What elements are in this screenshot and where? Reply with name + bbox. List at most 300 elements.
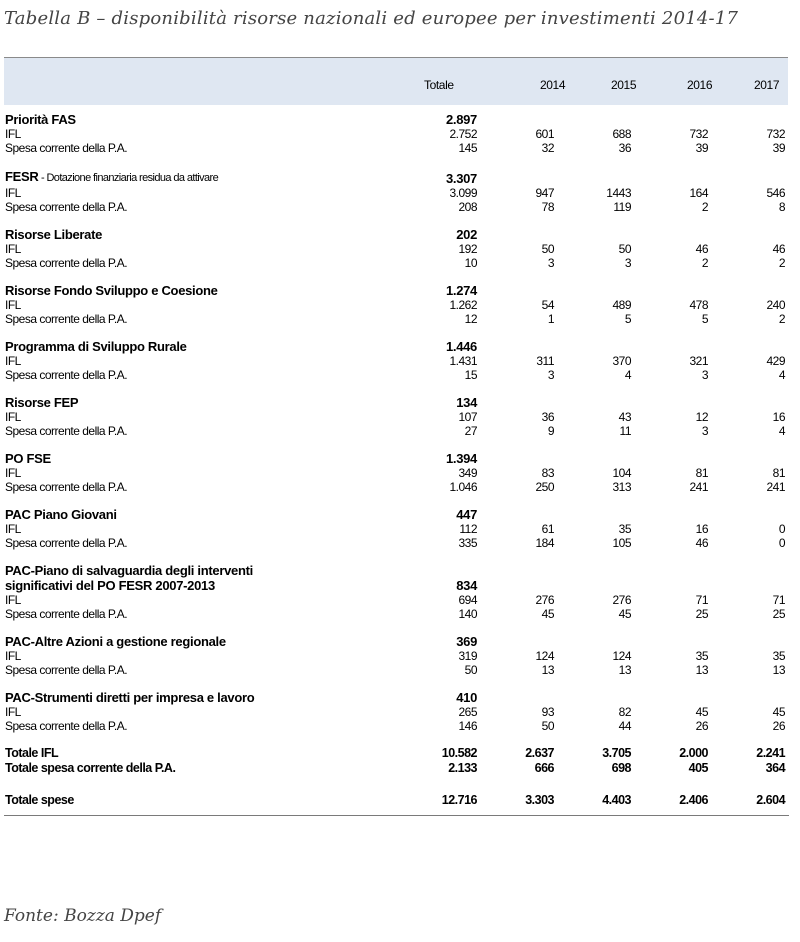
row-total: 12 <box>464 312 477 326</box>
empty-cell <box>481 395 558 410</box>
row-value-2014: 184 <box>535 536 554 550</box>
empty-cell <box>712 507 789 522</box>
table-row <box>4 593 789 607</box>
row-total: 2.752 <box>449 127 477 141</box>
row-value-2014: 50 <box>541 719 554 733</box>
table-row <box>4 354 789 368</box>
empty-cell <box>635 507 712 522</box>
empty-cell <box>635 339 712 354</box>
row-value-2014: 78 <box>541 200 554 214</box>
empty-cell <box>481 578 558 593</box>
table-row <box>4 298 789 312</box>
empty-cell <box>712 169 789 186</box>
row-value-2015: 35 <box>618 522 631 536</box>
header-total: Totale <box>424 78 454 92</box>
empty-cell <box>558 112 635 127</box>
row-value-2017: 0 <box>778 522 786 536</box>
section-title-text: Programma di Sviluppo Rurale <box>5 339 187 354</box>
row-value-2017: 16 <box>772 410 786 424</box>
row-spacer <box>4 105 789 112</box>
section-title-text: PO FSE <box>5 451 51 466</box>
empty-cell <box>558 507 635 522</box>
table-row <box>4 719 789 733</box>
section-header-row <box>4 690 789 705</box>
section-header-row <box>4 451 789 466</box>
section-title <box>4 451 409 466</box>
section-total: 369 <box>456 634 477 649</box>
row-value-2015: 45 <box>618 607 631 621</box>
row-value-2016: 13 <box>695 663 708 677</box>
empty-cell <box>635 578 712 593</box>
row-value-2015: 313 <box>612 480 631 494</box>
section-header-row <box>4 112 789 127</box>
row-value-2015: 43 <box>618 410 631 424</box>
table-row <box>4 424 789 438</box>
section-title <box>4 507 409 522</box>
row-value-2016: 25 <box>695 607 708 621</box>
empty-cell <box>635 227 712 242</box>
empty-cell <box>481 451 558 466</box>
row-label: Spesa corrente della P.A. <box>5 312 128 326</box>
row-value-2017: 81 <box>772 466 786 480</box>
row-value-2017: 241 <box>766 480 786 494</box>
empty-cell <box>635 283 712 298</box>
empty-cell <box>481 227 558 242</box>
row-value-2014: 250 <box>535 480 554 494</box>
row-value-2017: 13 <box>772 663 786 677</box>
row-value-2017: 4 <box>778 368 786 382</box>
empty-cell <box>481 634 558 649</box>
row-spacer <box>4 270 789 283</box>
section-title-text: Risorse Liberate <box>5 227 103 242</box>
row-label: IFL <box>5 127 21 141</box>
section-total: 410 <box>456 690 477 705</box>
row-value-2017: 45 <box>772 705 786 719</box>
row-label: Spesa corrente della P.A. <box>5 480 128 494</box>
row-value-2014: 36 <box>541 410 554 424</box>
row-value-2014: 93 <box>541 705 554 719</box>
empty-cell <box>481 112 558 127</box>
row-value-2015: 13 <box>618 663 631 677</box>
section-title <box>4 169 409 186</box>
row-label: IFL <box>5 705 21 719</box>
row-value-2016: 2 <box>701 200 708 214</box>
row-total: 107 <box>458 410 477 424</box>
row-label: IFL <box>5 186 21 200</box>
spacer-cell <box>4 155 789 169</box>
section-title <box>4 690 409 705</box>
spacer-cell <box>4 733 789 746</box>
section-total: 1.394 <box>445 451 477 466</box>
table-row <box>4 256 789 270</box>
totals-value-2016: 2.000 <box>679 746 708 760</box>
row-value-2017: 4 <box>778 424 786 438</box>
section-header-row <box>4 169 789 186</box>
totals-total: 2.133 <box>448 761 477 775</box>
spacer-cell <box>4 550 789 563</box>
empty-cell <box>558 634 635 649</box>
header-year-2017: 2017 <box>754 78 780 92</box>
empty-cell <box>635 634 712 649</box>
header-year-2016: 2016 <box>687 78 713 92</box>
grand-total-total: 12.716 <box>409 793 481 816</box>
totals-value-2017: 2.241 <box>756 746 786 760</box>
row-value-2016: 81 <box>695 466 708 480</box>
row-value-2014: 124 <box>535 649 554 663</box>
section-title <box>4 563 409 578</box>
section-header-row <box>4 634 789 649</box>
empty-cell <box>558 169 635 186</box>
empty-cell <box>712 634 789 649</box>
row-value-2014: 276 <box>535 593 554 607</box>
table-row <box>4 663 789 677</box>
section-title-text: Risorse FEP <box>5 395 79 410</box>
row-value-2016: 3 <box>701 424 708 438</box>
table-row <box>4 466 789 480</box>
row-value-2015: 1443 <box>606 186 631 200</box>
grand-total-value-2017: 2.604 <box>712 793 789 816</box>
row-spacer <box>4 382 789 395</box>
totals-value-2015: 698 <box>611 761 631 775</box>
row-value-2017: 732 <box>766 127 786 141</box>
empty-cell <box>558 690 635 705</box>
section-title-text: Risorse Fondo Sviluppo e Coesione <box>5 283 218 298</box>
row-spacer <box>4 438 789 451</box>
row-value-2015: 688 <box>612 127 631 141</box>
empty-cell <box>712 112 789 127</box>
row-value-2016: 26 <box>695 719 708 733</box>
empty-cell <box>635 112 712 127</box>
table-row <box>4 368 789 382</box>
table-row <box>4 649 789 663</box>
empty-cell <box>712 227 789 242</box>
section-total: 134 <box>456 395 477 410</box>
spacer-cell <box>4 438 789 451</box>
row-value-2016: 321 <box>689 354 708 368</box>
empty-cell <box>712 451 789 466</box>
section-title <box>4 339 409 354</box>
row-value-2015: 50 <box>618 242 631 256</box>
row-value-2015: 36 <box>618 141 631 155</box>
spacer-cell <box>4 621 789 634</box>
row-value-2017: 2 <box>778 256 786 270</box>
header-year-2015: 2015 <box>611 78 637 92</box>
empty-cell <box>712 395 789 410</box>
row-total: 140 <box>458 607 477 621</box>
empty-cell <box>635 169 712 186</box>
table-row <box>4 536 789 550</box>
empty-cell <box>481 339 558 354</box>
grand-total-value-2015: 4.403 <box>558 793 635 816</box>
table-row <box>4 127 789 141</box>
row-value-2015: 44 <box>618 719 631 733</box>
totals-label: Totale spesa corrente della P.A. <box>5 761 176 775</box>
row-total: 112 <box>459 522 477 536</box>
section-total: 834 <box>456 578 477 593</box>
totals-value-2015: 3.705 <box>602 746 631 760</box>
row-value-2016: 39 <box>695 141 708 155</box>
row-value-2015: 104 <box>612 466 631 480</box>
grand-total-value-2014: 3.303 <box>481 793 558 816</box>
row-value-2017: 35 <box>772 649 786 663</box>
row-value-2014: 9 <box>547 424 554 438</box>
row-label: Spesa corrente della P.A. <box>5 141 128 155</box>
empty-cell <box>635 690 712 705</box>
section-title <box>4 227 409 242</box>
row-label: Spesa corrente della P.A. <box>5 663 128 677</box>
empty-cell <box>481 690 558 705</box>
section-header-row <box>4 395 789 410</box>
row-label: IFL <box>5 522 21 536</box>
row-value-2017: 546 <box>766 186 786 200</box>
spacer-cell <box>4 270 789 283</box>
row-value-2016: 5 <box>701 312 708 326</box>
row-total: 3.099 <box>449 186 477 200</box>
section-header-row <box>4 283 789 298</box>
totals-total: 10.582 <box>441 746 477 760</box>
row-total: 146 <box>458 719 477 733</box>
table-rows <box>4 105 789 816</box>
table-row <box>4 200 789 214</box>
row-label: Spesa corrente della P.A. <box>5 536 128 550</box>
section-total: 1.446 <box>445 339 477 354</box>
row-value-2016: 46 <box>695 536 708 550</box>
section-title <box>4 283 409 298</box>
spacer-cell <box>4 214 789 227</box>
table-body <box>4 105 789 816</box>
spacer-cell <box>4 326 789 339</box>
empty-cell <box>712 339 789 354</box>
table-row <box>4 141 789 155</box>
row-label: IFL <box>5 242 21 256</box>
row-label: Spesa corrente della P.A. <box>5 424 128 438</box>
row-value-2014: 83 <box>541 466 554 480</box>
section-title-text: PAC-Altre Azioni a gestione regionale <box>5 634 226 649</box>
row-value-2017: 71 <box>772 593 786 607</box>
section-subtitle: - Dotazione finanziaria residua da attivare <box>38 172 219 184</box>
empty-cell <box>558 339 635 354</box>
spacer-cell <box>4 677 789 690</box>
section-total: 3.307 <box>445 171 477 186</box>
table-header <box>4 57 788 105</box>
table-row <box>4 522 789 536</box>
section-title-text: FESR <box>5 169 39 184</box>
row-value-2016: 732 <box>689 127 708 141</box>
row-value-2017: 25 <box>772 607 786 621</box>
row-value-2016: 71 <box>695 593 708 607</box>
empty-cell <box>712 578 789 593</box>
row-value-2017: 39 <box>772 141 786 155</box>
row-value-2014: 947 <box>535 186 554 200</box>
totals-value-2014: 666 <box>534 761 554 775</box>
source-note: Fonte: Bozza Dpef <box>4 906 162 926</box>
empty-cell <box>558 283 635 298</box>
empty-cell <box>409 563 481 578</box>
table-row <box>4 242 789 256</box>
row-spacer <box>4 550 789 563</box>
header-year-2014: 2014 <box>540 78 566 92</box>
row-spacer <box>4 776 789 793</box>
row-spacer <box>4 214 789 227</box>
row-total: 1.046 <box>449 480 477 494</box>
row-total: 694 <box>458 593 477 607</box>
row-total: 265 <box>458 705 477 719</box>
section-header-row-continued <box>4 578 789 593</box>
section-title-text: Priorità FAS <box>5 112 76 127</box>
row-total: 145 <box>458 141 477 155</box>
row-value-2014: 54 <box>541 298 554 312</box>
section-title-text: PAC-Strumenti diretti per impresa e lavoro <box>5 690 255 705</box>
row-value-2014: 3 <box>547 368 554 382</box>
section-total: 2.897 <box>445 112 477 127</box>
row-total: 10 <box>464 256 477 270</box>
row-label: Spesa corrente della P.A. <box>5 607 128 621</box>
spacer-cell <box>4 776 789 793</box>
table-row <box>4 186 789 200</box>
row-value-2014: 32 <box>541 141 554 155</box>
empty-cell <box>481 283 558 298</box>
table-row <box>4 480 789 494</box>
row-spacer <box>4 155 789 169</box>
section-title <box>4 112 409 127</box>
empty-cell <box>558 227 635 242</box>
row-value-2014: 50 <box>541 242 554 256</box>
row-value-2017: 26 <box>772 719 786 733</box>
row-value-2015: 11 <box>619 424 631 438</box>
section-title-text: PAC Piano Giovani <box>5 507 117 522</box>
table-row <box>4 410 789 424</box>
totals-value-2014: 2.637 <box>525 746 554 760</box>
row-value-2017: 0 <box>778 536 786 550</box>
spacer-cell <box>4 494 789 507</box>
grand-total-label: Totale spese <box>4 793 409 816</box>
row-value-2017: 8 <box>778 200 786 214</box>
row-value-2014: 1 <box>547 312 554 326</box>
row-total: 1.262 <box>449 298 477 312</box>
row-label: IFL <box>5 649 21 663</box>
spacer-cell <box>4 105 789 112</box>
section-header-row <box>4 507 789 522</box>
row-value-2016: 46 <box>695 242 708 256</box>
row-value-2017: 2 <box>778 312 786 326</box>
empty-cell <box>712 690 789 705</box>
row-value-2015: 370 <box>612 354 631 368</box>
row-value-2015: 5 <box>624 312 631 326</box>
table-row <box>4 705 789 719</box>
table-row <box>4 312 789 326</box>
row-value-2014: 3 <box>547 256 554 270</box>
empty-cell <box>481 169 558 186</box>
row-label: IFL <box>5 410 21 424</box>
empty-cell <box>558 451 635 466</box>
totals-row <box>4 761 789 776</box>
row-value-2017: 240 <box>766 298 786 312</box>
row-total: 1.431 <box>449 354 477 368</box>
table-row <box>4 607 789 621</box>
row-value-2016: 3 <box>701 368 708 382</box>
grand-total-row <box>4 793 789 816</box>
section-header-row <box>4 227 789 242</box>
row-value-2015: 276 <box>612 593 631 607</box>
row-value-2016: 241 <box>689 480 708 494</box>
row-value-2015: 4 <box>624 368 631 382</box>
row-total: 349 <box>458 466 477 480</box>
row-value-2014: 61 <box>541 522 554 536</box>
row-label: Spesa corrente della P.A. <box>5 719 128 733</box>
totals-row <box>4 746 789 761</box>
row-value-2017: 46 <box>772 242 786 256</box>
empty-cell <box>558 578 635 593</box>
row-value-2016: 478 <box>689 298 708 312</box>
grand-total-value-2016: 2.406 <box>635 793 712 816</box>
row-value-2014: 45 <box>541 607 554 621</box>
empty-cell <box>635 563 712 578</box>
section-header-row <box>4 339 789 354</box>
row-value-2014: 13 <box>541 663 554 677</box>
row-spacer <box>4 621 789 634</box>
row-value-2015: 489 <box>612 298 631 312</box>
empty-cell <box>635 395 712 410</box>
row-total: 27 <box>464 424 477 438</box>
row-label: IFL <box>5 466 21 480</box>
row-value-2014: 311 <box>536 354 554 368</box>
section-header-row <box>4 563 789 578</box>
row-total: 319 <box>458 649 477 663</box>
row-value-2016: 2 <box>701 256 708 270</box>
empty-cell <box>635 451 712 466</box>
row-total: 15 <box>464 368 477 382</box>
resources-table <box>4 57 788 816</box>
empty-cell <box>712 283 789 298</box>
row-spacer <box>4 733 789 746</box>
row-value-2015: 119 <box>613 200 631 214</box>
row-value-2016: 35 <box>695 649 708 663</box>
row-value-2016: 12 <box>695 410 708 424</box>
row-total: 335 <box>458 536 477 550</box>
row-total: 208 <box>458 200 477 214</box>
section-total: 202 <box>456 227 477 242</box>
row-value-2016: 16 <box>695 522 708 536</box>
row-value-2016: 45 <box>695 705 708 719</box>
row-value-2014: 601 <box>535 127 554 141</box>
row-label: IFL <box>5 298 21 312</box>
section-total: 447 <box>456 507 477 522</box>
row-total: 50 <box>464 663 477 677</box>
row-spacer <box>4 677 789 690</box>
row-spacer <box>4 494 789 507</box>
row-label: IFL <box>5 593 21 607</box>
totals-value-2016: 405 <box>688 761 708 775</box>
table-title: Tabella B – disponibilità risorse nazionali ed europee per investimenti 2014-17 <box>4 8 739 29</box>
empty-cell <box>558 563 635 578</box>
row-spacer <box>4 326 789 339</box>
row-label: IFL <box>5 354 21 368</box>
row-value-2015: 82 <box>618 705 631 719</box>
spacer-cell <box>4 382 789 395</box>
row-value-2015: 105 <box>612 536 631 550</box>
row-label: Spesa corrente della P.A. <box>5 256 128 270</box>
empty-cell <box>558 395 635 410</box>
empty-cell <box>712 563 789 578</box>
totals-value-2017: 364 <box>765 761 786 775</box>
section-total: 1.274 <box>445 283 477 298</box>
section-title <box>4 395 409 410</box>
row-value-2015: 124 <box>612 649 631 663</box>
row-value-2015: 3 <box>624 256 631 270</box>
row-total: 192 <box>458 242 477 256</box>
row-value-2017: 429 <box>766 354 786 368</box>
totals-label: Totale IFL <box>5 746 59 760</box>
